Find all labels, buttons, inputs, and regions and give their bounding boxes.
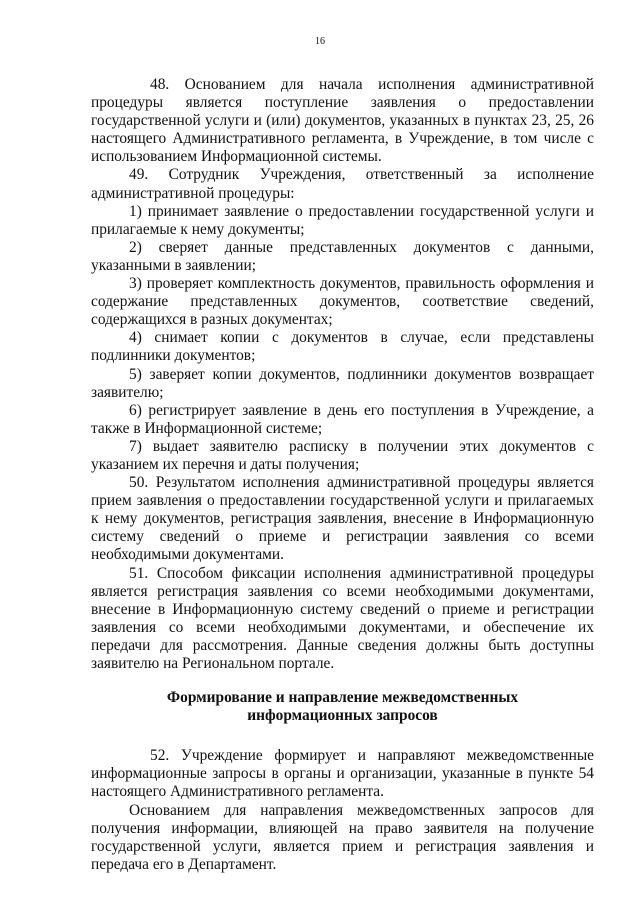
paragraph-52: 52. Учреждение формирует и направляют межведомственные информационные запросы в органы и организации, указанные в пункте 54 настоящего Административного регламента. xyxy=(91,747,594,801)
list-item-5: 5) заверяет копии документов, подлинники документов возвращает заявителю; xyxy=(91,365,594,401)
list-item-3: 3) проверяет комплектность документов, правильность оформления и содержание представленных документов, соответствие сведений, содержащихся в разных документах; xyxy=(91,275,594,329)
section-heading-line-1: Формирование и направление межведомственных xyxy=(166,689,519,707)
page-number: 16 xyxy=(315,36,325,47)
section-heading-line-2: информационных запросов xyxy=(247,707,438,725)
paragraph-48: 48. Основанием для начала исполнения административной процедуры является поступление заявления о предоставлении государственной услуги и (или) документов, указанных в пунктах 23, 25, 26 настоящего Административного регламента, в Учреждение, в том числе с использованием Информационной системы. xyxy=(91,76,594,166)
list-item-6: 6) регистрирует заявление в день его поступления в Учреждение, а также в Информационной системе; xyxy=(91,401,594,437)
paragraph-51: 51. Способом фиксации исполнения административной процедуры является регистрация заявления со всеми необходимыми документами, внесение в Информационную систему сведений о приеме и регистрации заявления со всеми необходимыми документами, и обеспечение их передачи для рассмотрения. Данные сведения должны быть доступны заявителю на Региональном портале. xyxy=(91,564,594,672)
list-item-2: 2) сверяет данные представленных документов с данными, указанными в заявлении; xyxy=(91,238,594,274)
section-heading xyxy=(91,689,594,725)
list-item-1: 1) принимает заявление о предоставлении государственной услуги и прилагаемые к нему документы; xyxy=(91,202,594,238)
paragraph-basis: Основанием для направления межведомственных запросов для получения информации, влияющей на право заявителя на получение государственной услуги, является прием и регистрация заявления и передача его в Департамент. xyxy=(91,801,594,873)
paragraph-49: 49. Сотрудник Учреждения, ответственный за исполнение административной процедуры: xyxy=(91,166,594,202)
paragraph-50: 50. Результатом исполнения административной процедуры является прием заявления о предоставлении государственной услуги и прилагаемых к нему документов, регистрация заявления, внесение в Информационную систему сведений о приеме и регистрации заявления со всеми необходимыми документами. xyxy=(91,474,594,564)
list-item-7: 7) выдает заявителю расписку в получении этих документов с указанием их перечня и даты получения; xyxy=(91,437,594,473)
document-body xyxy=(91,76,594,874)
list-item-4: 4) снимает копии с документов в случае, если представлены подлинники документов; xyxy=(91,329,594,365)
